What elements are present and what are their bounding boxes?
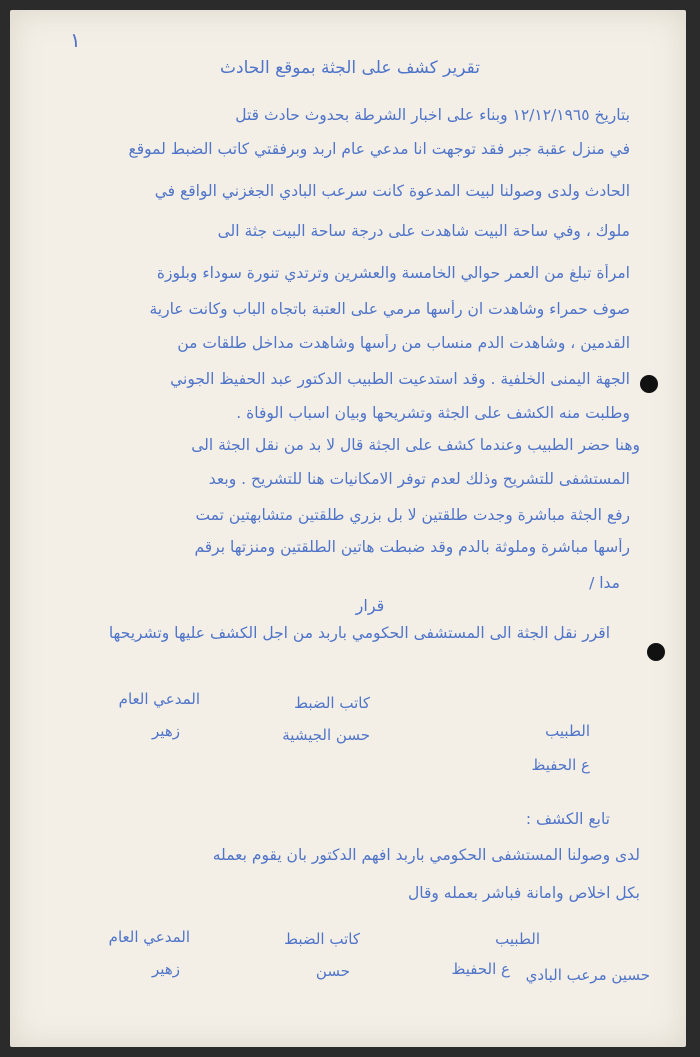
prosecutor-name-2: زهير xyxy=(152,960,180,978)
clerk-name-1: حسن الجيشية xyxy=(282,726,370,744)
clerk-title-2: كاتب الضبط xyxy=(284,930,360,948)
document-page xyxy=(10,10,686,1047)
body-line: ملوك ، وفي ساحة البيت شاهدت على درجة ساحة البيت جثة الى xyxy=(217,222,630,240)
body-line: بتاريخ ١٢/١٢/١٩٦٥ وبناء على اخبار الشرطة بحدوث حادث قتل xyxy=(235,106,630,124)
body-line: الجهة اليمنى الخلفية . وقد استدعيت الطبيب الدكتور عبد الحفيظ الجوني xyxy=(170,370,630,388)
body-line: القدمين ، وشاهدت الدم منساب من رأسها وشاهدت مداخل طلقات من xyxy=(177,334,630,352)
doctor-name-2: ع الحفيظ xyxy=(451,960,510,978)
doctor-title-2: الطبيب xyxy=(495,930,540,948)
decision-text: اقرر نقل الجثة الى المستشفى الحكومي باربد من اجل الكشف عليها وتشريحها xyxy=(108,624,610,642)
doctor-title-1: الطبيب xyxy=(545,722,590,740)
decision-heading: قرار xyxy=(355,596,385,615)
doctor-name-1: ع الحفيظ xyxy=(531,756,590,774)
extra-signature: حسين مرعب البادي xyxy=(525,966,650,984)
clerk-title-1: كاتب الضبط xyxy=(294,694,370,712)
followup-heading: تابع الكشف : xyxy=(525,810,610,828)
report-title: تقرير كشف على الجثة بموقع الحادث xyxy=(220,58,480,78)
punch-hole-bottom xyxy=(647,643,665,661)
body-line: الحادث ولدى وصولنا لبيت المدعوة كانت سرعب البادي الجغزني الواقع في xyxy=(154,182,630,200)
prosecutor-title-2: المدعي العام xyxy=(108,928,190,946)
body-line: المستشفى للتشريح وذلك لعدم توفر الامكانيات هنا للتشريح . وبعد xyxy=(208,470,630,488)
body-line: في منزل عقبة جبر فقد توجهت انا مدعي عام اربد وبرفقتي كاتب الضبط لموقع xyxy=(128,140,630,158)
followup-line: لدى وصولنا المستشفى الحكومي باربد افهم الدكتور بان يقوم بعمله xyxy=(212,846,640,864)
body-line: رأسها مباشرة وملوثة بالدم وقد ضبطت هاتين الطلقتين ومنزتها برقم xyxy=(194,538,630,556)
body-line: وهنا حضر الطبيب وعندما كشف على الجثة قال لا بد من نقل الجثة الى xyxy=(191,436,640,454)
punch-hole-top xyxy=(640,375,658,393)
body-line: وطلبت منه الكشف على الجثة وتشريحها وبيان اسباب الوفاة . xyxy=(236,404,630,422)
prosecutor-title-1: المدعي العام xyxy=(118,690,200,708)
page-number: ١ xyxy=(70,28,81,52)
body-line: مدا / xyxy=(589,574,620,592)
body-line: امرأة تبلغ من العمر حوالي الخامسة والعشرين وترتدي تنورة سوداء وبلوزة xyxy=(156,264,630,282)
clerk-name-2: حسن xyxy=(315,962,350,980)
body-line: رفع الجثة مباشرة وجدت طلقتين لا بل بزري طلقتين متشابهتين تمت xyxy=(195,506,630,524)
followup-line: بكل اخلاص وامانة فباشر بعمله وقال xyxy=(408,884,640,902)
prosecutor-name-1: زهير xyxy=(152,722,180,740)
body-line: صوف حمراء وشاهدت ان رأسها مرمي على العتبة باتجاه الباب وكانت عارية xyxy=(149,300,630,318)
